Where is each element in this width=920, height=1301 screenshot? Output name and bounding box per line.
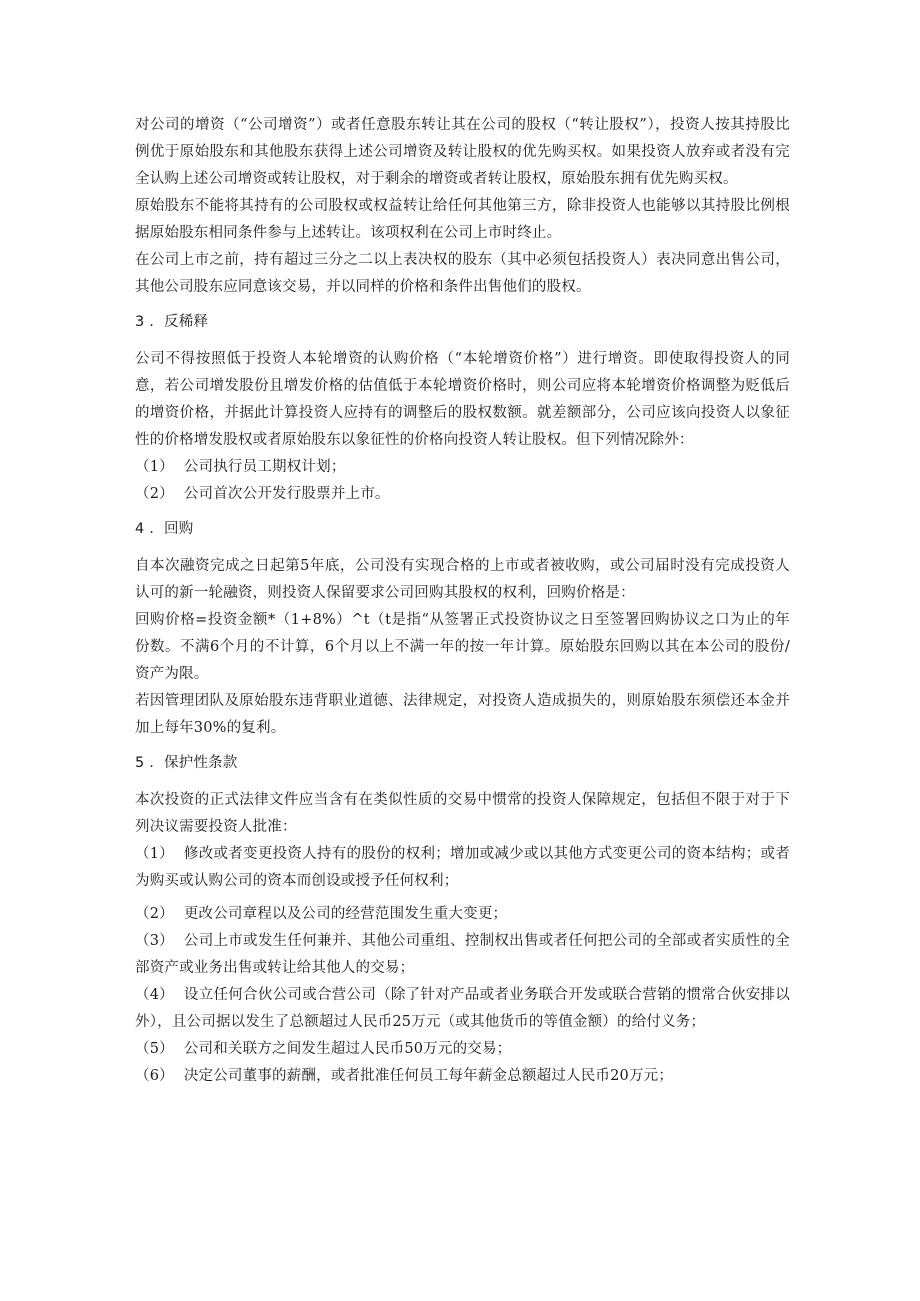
list-item: [135, 928, 790, 982]
list-item: [135, 841, 790, 895]
paragraph: 回购价格=投资金额*（1+8%）^t（t是指“从签署正式投资协议之日至签署回购协议之口为止的年份数。不满6个月的不计算，6个月以上不满一年的按一年计算。原始股东回购以其在本公司的股份/资产为限。: [135, 612, 790, 682]
section-heading: [135, 750, 790, 777]
list-text: 修改或者变更投资人持有的股份的权利；增加或减少或以其他方式变更公司的资本结构；或者为购买或认购公司的资本而创设或授予任何权利；: [135, 846, 790, 889]
list-text: 公司首次公开发行股票并上市。: [183, 486, 390, 502]
list-text: 更改公司章程以及公司的经营范围发生重大变更；: [183, 906, 508, 922]
section-title: 保护性条款: [164, 755, 238, 771]
list-text: 公司上市或发生任何兼并、其他公司重组、控制权出售或者任何把公司的全部或者实质性的全部资产或业务出售或转让给其他人的交易；: [135, 933, 790, 976]
paragraph: 本次投资的正式法律文件应当含有在类似性质的交易中惯常的投资人保障规定，包括但不限于对于下列决议需要投资人批准：: [135, 792, 790, 835]
list-item: [135, 481, 790, 508]
section-number: 3 .: [135, 314, 155, 330]
list-text: 公司和关联方之间发生超过人民币50万元的交易；: [183, 1041, 512, 1057]
list-item: [135, 1036, 790, 1063]
list-item: [135, 454, 790, 481]
list-index: （2）: [135, 486, 174, 502]
section-heading: [135, 516, 790, 543]
paragraph: 公司不得按照低于投资人本轮增资的认购价格（“本轮增资价格”）进行增资。即使取得投资人的同意，若公司增发股份且增发价格的估值低于本轮增资价格时，则公司应将本轮增资价格调整为贬低后的增资价格，并据此计算投资人应持有的调整后的股权数额。就差额部分，公司应该向投资人以象征性的价格增发股权或者原始股东以象征性的价格向投资人转让股权。但下列情况除外：: [135, 351, 790, 448]
list-index: （6）: [135, 1068, 174, 1084]
list-item: [135, 901, 790, 928]
list-index: （1）: [135, 846, 174, 862]
list-index: （5）: [135, 1041, 174, 1057]
section-number: 4 .: [135, 521, 155, 537]
list-text: 决定公司董事的薪酬，或者批准任何员工每年薪金总额超过人民币20万元；: [183, 1068, 674, 1084]
section-heading: [135, 309, 790, 336]
list-index: （1）: [135, 459, 174, 475]
section-title: 反稀释: [164, 314, 209, 330]
list-item: [135, 982, 790, 1036]
section-number: 5 .: [135, 755, 155, 771]
list-index: （3）: [135, 933, 174, 949]
paragraph: 原始股东不能将其持有的公司股权或权益转让给任何其他第三方，除非投资人也能够以其持股比例根据原始股东相同条件参与上述转让。该项权利在公司上市时终止。: [135, 198, 790, 241]
list-index: （2）: [135, 906, 174, 922]
document-body: [135, 112, 790, 1090]
paragraph: 若因管理团队及原始股东违背职业道德、法律规定，对投资人造成损失的，则原始股东须偿还本金并加上每年30%的复利。: [135, 693, 790, 736]
paragraph: 对公司的增资（“公司增资”）或者任意股东转让其在公司的股权（“转让股权”），投资人按其持股比例优于原始股东和其他股东获得上述公司增资及转让股权的优先购买权。如果投资人放弃或者没有完全认购上述公司增资或转让股权，对于剩余的增资或者转让股权，原始股东拥有优先购买权。: [135, 117, 790, 187]
list-text: 设立任何合伙公司或合营公司（除了针对产品或者业务联合开发或联合营销的惯常合伙安排以外），且公司据以发生了总额超过人民币25万元（或其他货币的等值金额）的给付义务；: [135, 987, 790, 1030]
paragraph: 在公司上市之前，持有超过三分之二以上表决权的股东（其中必须包括投资人）表决同意出售公司，其他公司股东应同意该交易，并以同样的价格和条件出售他们的股权。: [135, 252, 790, 295]
list-item: [135, 1063, 790, 1090]
paragraph: 自本次融资完成之日起第5年底，公司没有实现合格的上市或者被收购，或公司届时没有完成投资人认可的新一轮融资，则投资人保留要求公司回购其股权的权利，回购价格是：: [135, 558, 790, 601]
list-text: 公司执行员工期权计划；: [183, 459, 346, 475]
list-index: （4）: [135, 987, 174, 1003]
section-title: 回购: [164, 521, 194, 537]
